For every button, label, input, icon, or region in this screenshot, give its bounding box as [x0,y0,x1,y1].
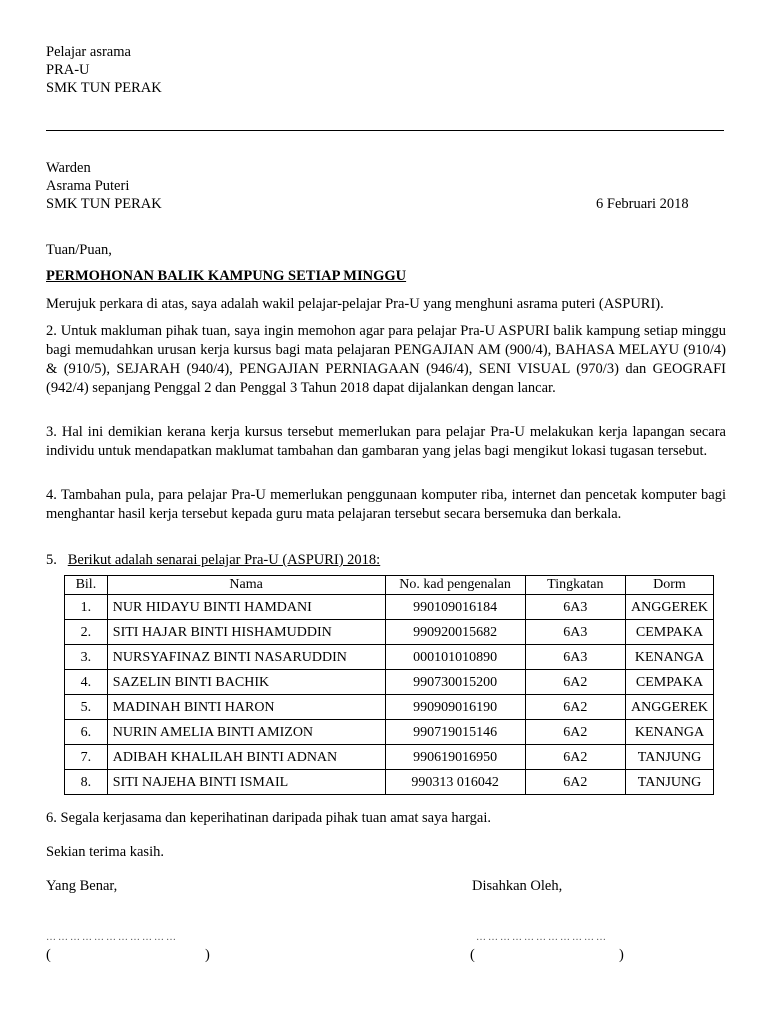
cell-dorm: CEMPAKA [626,670,714,695]
cell-nama: MADINAH BINTI HARON [107,695,385,720]
signature-left-open-paren: ( [46,947,51,963]
cell-dorm: ANGGEREK [626,695,714,720]
cell-bil: 2. [65,620,108,645]
cell-bil: 5. [65,695,108,720]
column-header-nama: Nama [107,576,385,595]
cell-ic: 990909016190 [385,695,525,720]
sender-line-2: PRA-U [46,62,90,78]
cell-tingkatan: 6A2 [525,745,625,770]
paragraph-3: 3. Hal ini demikian kerana kerja kursus tersebut memerlukan para pelajar Pra-U melakukan kerja lapangan secara individu untuk mendapatkan maklumat tambahan dan gambaran yang jelas bagi mengikut lokasi tugasan tersebut. [46,424,726,459]
cell-ic: 990619016950 [385,745,525,770]
cell-nama: SAZELIN BINTI BACHIK [107,670,385,695]
cell-tingkatan: 6A2 [525,695,625,720]
paragraph-5-number: 5. [46,552,57,568]
paragraph-4: 4. Tambahan pula, para pelajar Pra-U memerlukan penggunaan komputer riba, internet dan pencetak komputer bagi menghantar hasil kerja tersebut kepada guru mata pelajaran tersebut secara bersemuka dan berkala. [46,487,726,522]
cell-dorm: TANJUNG [626,745,714,770]
closing-thanks: Sekian terima kasih. [46,844,164,860]
column-header-tingkatan: Tingkatan [525,576,625,595]
cell-nama: NURIN AMELIA BINTI AMIZON [107,720,385,745]
table-header-row [65,576,714,595]
signature-right-open-paren: ( [470,947,475,963]
paragraph-2: 2. Untuk makluman pihak tuan, saya ingin memohon agar para pelajar Pra-U ASPURI balik kampung setiap minggu bagi memudahkan urusan kerja kursus bagi mata pelajaran PENGAJIAN AM (900/4), BAHASA MELAYU (910/4) & (910/5), SEJARAH (940/4), PENGAJIAN PERNIAGAAN (946/4), SENI VISUAL (970/3) dan GEOGRAFI (942/4) sepanjang Penggal 2 dan Penggal 3 Tahun 2018 dapat dijalankan dengan lancar. [46,323,726,396]
signature-left-close-paren: ) [205,947,210,963]
header-divider [46,130,724,131]
cell-dorm: KENANGA [626,645,714,670]
cell-ic: 990719015146 [385,720,525,745]
cell-tingkatan: 6A2 [525,720,625,745]
cell-nama: SITI HAJAR BINTI HISHAMUDDIN [107,620,385,645]
salutation: Tuan/Puan, [46,242,112,258]
sender-line-3: SMK TUN PERAK [46,80,162,96]
table-row [65,595,714,620]
cell-tingkatan: 6A3 [525,620,625,645]
cell-nama: NUR HIDAYU BINTI HAMDANI [107,595,385,620]
cell-bil: 7. [65,745,108,770]
table-row [65,745,714,770]
cell-nama: NURSYAFINAZ BINTI NASARUDDIN [107,645,385,670]
cell-ic: 990920015682 [385,620,525,645]
cell-ic: 990730015200 [385,670,525,695]
recipient-line-2: Asrama Puteri [46,178,130,194]
signature-left-line: …………………………… [46,932,178,943]
recipient-line-3: SMK TUN PERAK [46,196,162,212]
signature-right-close-paren: ) [619,947,624,963]
cell-ic: 990313 016042 [385,770,525,795]
paragraph-5-text: Berikut adalah senarai pelajar Pra-U (ASPURI) 2018: [67,552,381,568]
column-header-bil: Bil. [65,576,108,595]
paragraph-5 [46,552,380,569]
cell-tingkatan: 6A3 [525,595,625,620]
column-header-dorm: Dorm [626,576,714,595]
cell-dorm: KENANGA [626,720,714,745]
signature-right-line: …………………………… [476,932,608,943]
letter-subject: PERMOHONAN BALIK KAMPUNG SETIAP MINGGU [46,268,407,284]
cell-dorm: ANGGEREK [626,595,714,620]
cell-nama: SITI NAJEHA BINTI ISMAIL [107,770,385,795]
letter-date: 6 Februari 2018 [596,196,689,212]
signature-right-label: Disahkan Oleh, [472,878,563,894]
sender-line-1: Pelajar asrama [46,44,131,60]
table-row [65,645,714,670]
table-row [65,670,714,695]
cell-bil: 6. [65,720,108,745]
cell-bil: 4. [65,670,108,695]
cell-tingkatan: 6A2 [525,670,625,695]
cell-tingkatan: 6A3 [525,645,625,670]
cell-bil: 8. [65,770,108,795]
cell-nama: ADIBAH KHALILAH BINTI ADNAN [107,745,385,770]
cell-bil: 3. [65,645,108,670]
column-header-ic: No. kad pengenalan [385,576,525,595]
table-row [65,720,714,745]
cell-bil: 1. [65,595,108,620]
paragraph-6: 6. Segala kerjasama dan keperihatinan daripada pihak tuan amat saya hargai. [46,810,492,826]
recipient-line-1: Warden [46,160,91,176]
cell-dorm: CEMPAKA [626,620,714,645]
cell-dorm: TANJUNG [626,770,714,795]
table-row [65,695,714,720]
signature-left-label: Yang Benar, [46,878,118,894]
paragraph-1: Merujuk perkara di atas, saya adalah wakil pelajar-pelajar Pra-U yang menghuni asrama puteri (ASPURI). [46,296,664,312]
student-table [64,575,714,795]
table-row [65,770,714,795]
cell-ic: 000101010890 [385,645,525,670]
cell-ic: 990109016184 [385,595,525,620]
cell-tingkatan: 6A2 [525,770,625,795]
table-row [65,620,714,645]
